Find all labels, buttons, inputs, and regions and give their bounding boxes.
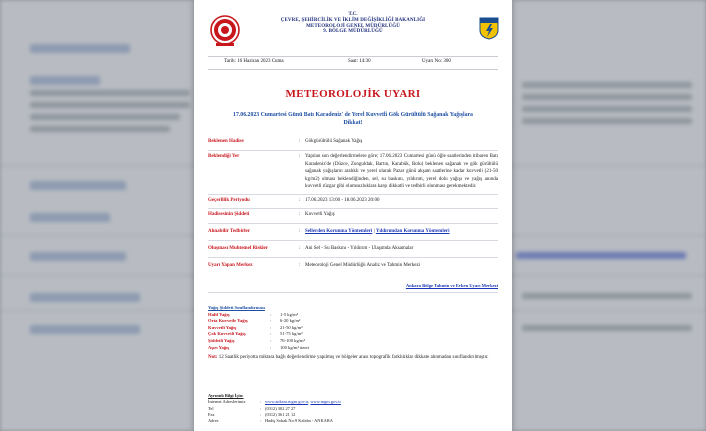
colon: : (299, 229, 301, 234)
divider (208, 292, 498, 293)
info-bar (208, 56, 498, 70)
contact-row-address (208, 418, 498, 424)
measures-separator: | (373, 229, 375, 234)
intensity-name: Şiddetli Yağış (208, 338, 235, 344)
colon: : (270, 324, 272, 330)
colon: : (299, 154, 301, 159)
document-header (194, 12, 512, 35)
contact-web-label: İnternet Adreslerimiz (208, 399, 246, 405)
header-tc: T.C. (348, 12, 358, 17)
intensity-name: Hafif Yağış (208, 311, 230, 317)
page-title: METEOROLOJİK UYARI (285, 88, 421, 100)
row-validity (208, 197, 498, 206)
colon: : (270, 318, 272, 324)
row-expected-event (208, 138, 498, 147)
colon: : (260, 417, 262, 423)
colon: : (270, 344, 272, 350)
intensity-name: Çok Kuvvetli Yağış (208, 331, 246, 337)
value-issuer: Meteoroloji Genel Müdürlüğü Analiz ve Tahmin Merkezi (305, 263, 421, 268)
contact-tel-label: Tel (208, 405, 214, 411)
label-measures: Alınabilir Tedbirler (208, 229, 250, 234)
contact-fax-label: Fax (208, 411, 215, 417)
intensity-row (208, 312, 398, 319)
website-link-ankara[interactable]: www.ankara.mgm.gov.tr (265, 399, 309, 405)
web-separator: , (308, 399, 310, 405)
note-text: 12 Saatlik periyotta miktara bağlı değerlendirme yapılmış ve bölgeler arası topografik farklılıklar dikkate alınmadan sınıflandırılmıştır. (218, 355, 489, 360)
website-link-mgm[interactable]: www.mgm.gov.tr (310, 399, 341, 405)
colon: : (260, 399, 262, 405)
info-date: Tarih: 16 Haziran 2023 Cuma (224, 59, 284, 64)
row-measures (208, 228, 498, 237)
divider (208, 150, 498, 151)
label-expected-place: Beklendiği Yer (208, 154, 240, 159)
info-time: Saat: 14:30 (348, 59, 371, 64)
label-validity: Geçerlilik Periyodu (208, 198, 250, 203)
intensity-row (208, 325, 398, 332)
contact-fax-value: (0312) 361 21 12 (265, 411, 296, 417)
divider (208, 194, 498, 195)
contact-heading: Ayrıntılı Bilgi İçin: (208, 393, 244, 398)
value-severity: Kuvvetli Yağış (305, 212, 335, 217)
intensity-value: 100 kg/m² üzeri (280, 344, 310, 350)
value-risks: Ani Sel - Su Baskını - Yıldırım - Ulaşımda Aksamalar (305, 246, 414, 251)
intensity-value: 6-20 kg/m² (280, 318, 301, 324)
intensity-value: 51-75 kg/m² (280, 331, 303, 337)
intensity-name: Kuvvetli Yağış (208, 324, 237, 330)
row-expected-place (208, 153, 498, 193)
value-validity: 17.06.2023 13:00 - 18.06.2023 20:00 (305, 198, 380, 203)
divider (208, 257, 498, 258)
colon: : (260, 405, 262, 411)
lightning-protection-link[interactable]: Yıldırımdan Korunma Yöntemleri (375, 229, 450, 234)
intensity-name: Orta Kuvvetle Yağış (208, 318, 248, 324)
contact-address-label: Adres (208, 417, 219, 423)
meteorology-logo-icon (479, 16, 499, 40)
colon: : (270, 331, 272, 337)
header-directorate: METEOROLOJİ GENEL MÜDÜRLÜĞÜ (306, 23, 400, 29)
intensity-row (208, 338, 398, 345)
header-region: 9. BÖLGE MÜDÜRLÜĞÜ (323, 29, 383, 35)
label-risks: Oluşması Muhtemel Riskler (208, 246, 268, 251)
row-risks (208, 245, 498, 254)
divider (208, 208, 498, 209)
regional-center-link[interactable]: Ankara Bölge Tahmin ve Erken Uyarı Merkezi (405, 283, 498, 288)
value-expected-event: Gökgürültülü Sağanak Yağış (305, 139, 363, 144)
intensity-heading: Yağış Şiddeti Sınıflandırması (208, 305, 265, 310)
row-issuer (208, 262, 498, 271)
intensity-row (208, 345, 398, 352)
label-issuer: Uyarı Yapan Merkez (208, 263, 253, 268)
colon: : (299, 212, 301, 217)
header-ministry: ÇEVRE, ŞEHİRCİLİK VE İKLİM DEĞİŞİKLİĞİ BAKANLIĞI (280, 17, 426, 23)
colon: : (299, 198, 301, 203)
warning-document (194, 0, 512, 431)
value-measures (305, 228, 498, 236)
warning-subtitle: 17.06.2023 Cumartesi Günü Batı Karadeniz' de Yerel Kuvvetli Gök Gürültülü Sağanak Yağışlara Dikkat! (233, 112, 473, 127)
intensity-row (208, 331, 398, 338)
contact-address-value: Hadiş Sokak No:9 Kalaba - ANKARA (265, 417, 333, 423)
label-severity: Hadisesinin Şiddeti (208, 212, 250, 217)
contact-tel-value: (0312) 302 27 27 (265, 405, 296, 411)
flood-protection-link[interactable]: Sellerden Korunma Yöntemleri (305, 229, 373, 234)
intensity-row (208, 318, 398, 325)
classification-note (208, 354, 498, 361)
colon: : (270, 338, 272, 344)
intensity-name: Aşırı Yağış (208, 344, 230, 350)
row-severity (208, 211, 498, 220)
divider (208, 223, 498, 224)
colon: : (299, 263, 301, 268)
label-expected-event: Beklenen Hadise (208, 139, 244, 144)
colon: : (270, 311, 272, 317)
intensity-value: 21-50 kg/m² (280, 324, 303, 330)
precipitation-intensity-table (208, 305, 398, 351)
intensity-value: 1-5 kg/m² (280, 311, 299, 317)
divider (208, 240, 498, 241)
info-number: Uyarı No: 300 (422, 59, 451, 64)
colon: : (299, 139, 301, 144)
contact-info (208, 393, 498, 424)
colon: : (260, 411, 262, 417)
note-label: Not: (208, 355, 218, 360)
colon: : (299, 246, 301, 251)
value-expected-place: Yapılan son değerlendirmelere göre; 17.06.2023 Cumartesi günü öğle saatlerinden itibaren Batı Karadeniz'de (Düzce, Zonguldak, Bartın, Karabük, Bolu) beklenen sağanak ve gök gürültülü sağanak yağışların aralıklı ve yerel olarak Pazar günü akşam saatlerine kadar kuvvetli (21-50 kg/m2) olması beklendiğinden, sel, su baskını, yıldırım, yerel dolu yağışı ve yağış anında kuvvetli rüzgar gibi olumsuzluklara karşı dikkatli ve tedbirli olunması gerekmektedir. (305, 154, 498, 189)
intensity-value: 76-100 kg/m² (280, 338, 305, 344)
